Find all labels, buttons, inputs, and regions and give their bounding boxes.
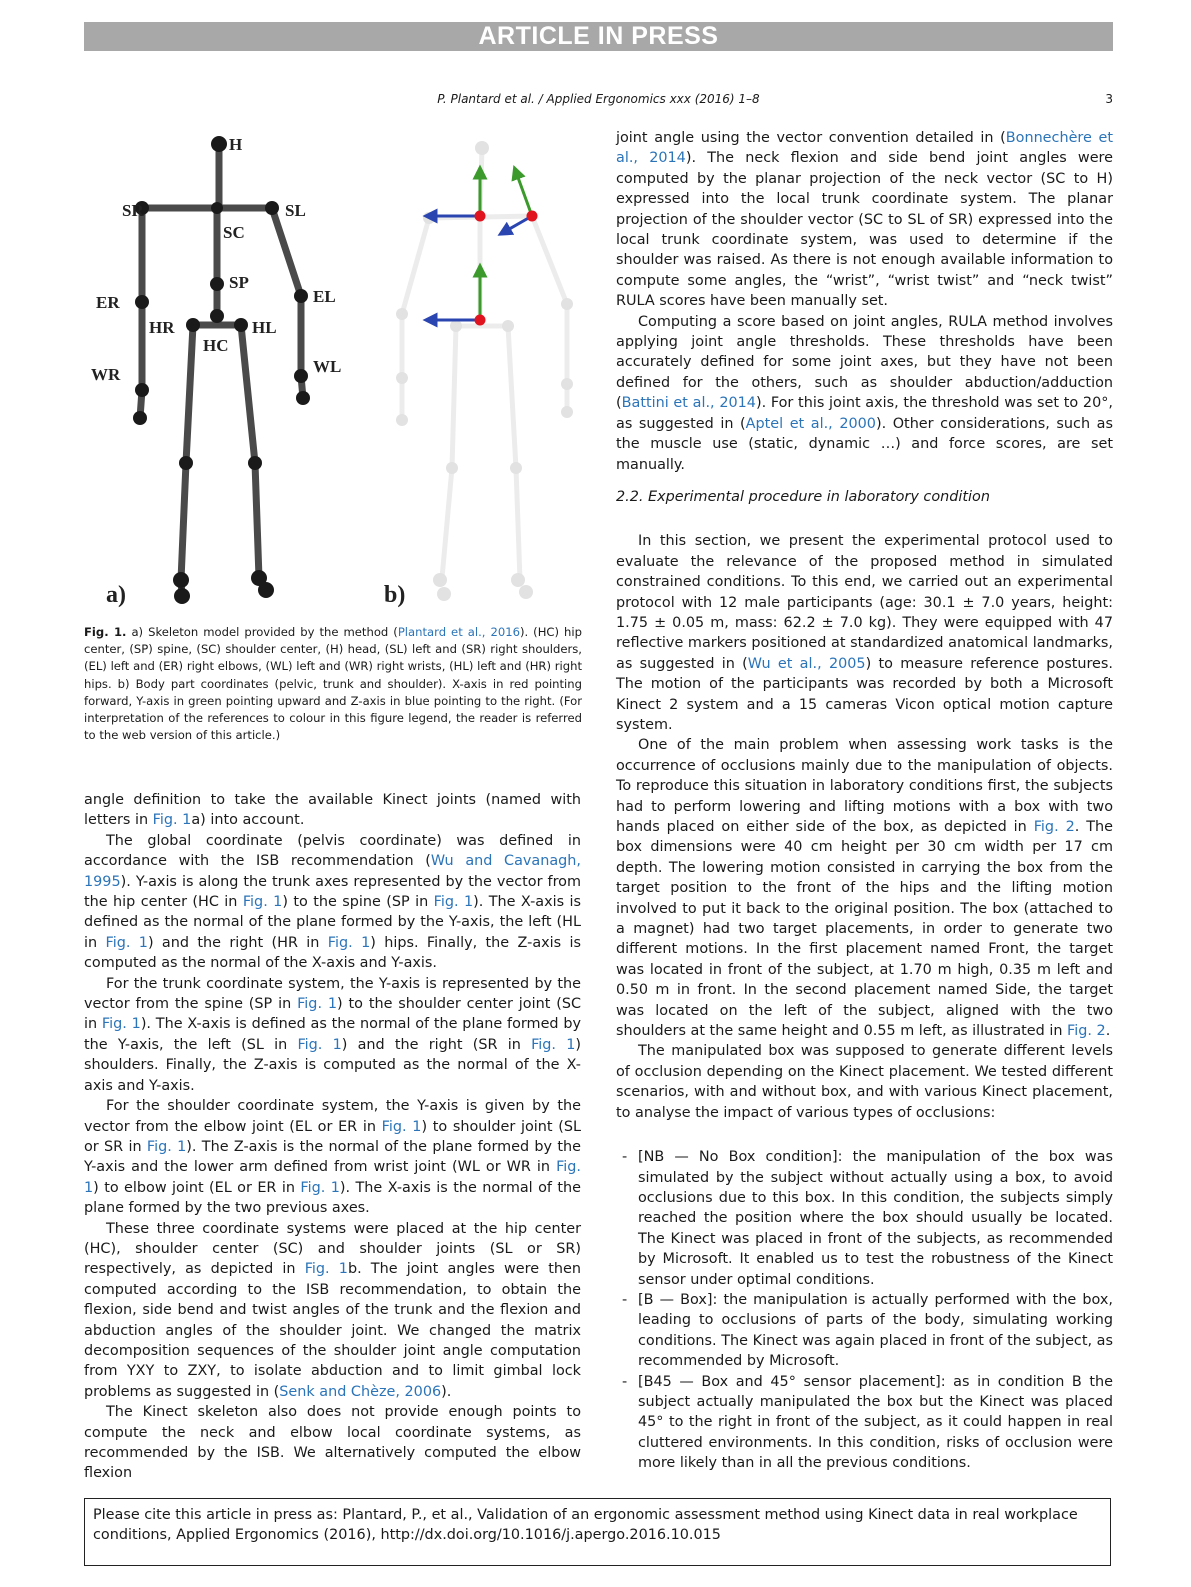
bone-b-thigh-right <box>452 326 456 468</box>
joint-elbow-left <box>294 289 308 303</box>
figure-1 <box>84 128 584 608</box>
label-ER: ER <box>96 293 120 312</box>
ref-link[interactable]: Fig. 1 <box>300 1179 340 1196</box>
joint-foot-right <box>174 588 190 604</box>
ref-link[interactable]: Fig. 1 <box>433 894 474 911</box>
paragraph: angle definition to take the available Kinect joints (named with letters in Fig. 1a) into account. <box>84 792 581 829</box>
joint-ankle-right <box>173 572 189 588</box>
figure-1-caption: Fig. 1. a) Skeleton model provided by the method (Plantard et al., 2016). (HC) hip center, (SP) spine, (SC) shoulder center, (H) head, (SL) left and (SR) right shoulders, (EL) left and (ER) right elbows, (WL) left and (WR) right wrists, (HL) left and (HR) right hips. b) Body part coordinates (pelvic, trunk and shoulder). X-axis in red pointing forward, Y-axis in green pointing upward and Z-axis in blue pointing to the right. (For interpretation of the references to colour in this figure legend, the reader is referred to the web version of this article.) <box>84 625 582 743</box>
ref-link[interactable]: Fig. 1 <box>84 1159 581 1196</box>
joint-wrist-left <box>294 369 308 383</box>
ref-link[interactable]: Fig. 2 <box>1033 819 1075 835</box>
ref-link[interactable]: Fig. 1 <box>242 894 283 911</box>
ref-link[interactable]: Fig. 1 <box>152 812 192 829</box>
panel-a-label: a) <box>106 582 126 608</box>
joint-b-knee-right <box>446 462 458 474</box>
x-axis-trunk-origin <box>475 211 486 222</box>
bone-b-upper-arm-left <box>532 216 567 304</box>
origin-points-b <box>475 211 538 326</box>
joint-b-shoulder-right <box>423 212 435 224</box>
joint-b-wrist-left <box>561 378 573 390</box>
condition-list <box>616 1147 1113 1474</box>
citation-box: Please cite this article in press as: Plantard, P., et al., Validation of an ergonomic assessment method using Kinect data in real workplace conditions, Applied Ergonomics (2016), http://dx.doi.org/10.1016/j.apergo.2016.10.015 <box>84 1498 1111 1566</box>
ref-link[interactable]: Fig. 1 <box>297 996 338 1013</box>
joint-b-foot-right <box>437 587 451 601</box>
joint-spine <box>210 277 224 291</box>
joint-b-ankle-left <box>511 573 525 587</box>
caption-label: Fig. 1. <box>84 625 127 639</box>
paragraph: The global coordinate (pelvis coordinate) was defined in accordance with the ISB recommendation (Wu and Cavanagh, 1995). Y-axis is along the trunk axes represented by the vector from the hip center (HC in Fig. 1) to the spine (SP in Fig. 1). The X-axis is defined as the normal of the plane formed by the Y-axis, the left (HL in Fig. 1) and the right (HR in Fig. 1) hips. Finally, the Z-axis is computed as the normal of the X-axis and Y-axis. <box>84 832 582 972</box>
ref-link[interactable]: Fig. 1 <box>101 1016 141 1033</box>
bone-shin-left <box>255 463 259 578</box>
y-axis-shoulder <box>516 172 532 216</box>
joint-b-hip-left <box>502 320 514 332</box>
label-SR: SR <box>122 201 144 220</box>
bone-thigh-right <box>186 325 193 463</box>
joint-b-head <box>475 141 489 155</box>
paragraph: For the shoulder coordinate system, the Y-axis is given by the vector from the elbow joint (EL or ER in Fig. 1) to shoulder joint (SL or SR in Fig. 1). The Z-axis is the normal of the plane formed by the Y-axis and the lower arm defined from wrist joint (WL or WR in Fig. 1) to elbow joint (EL or ER in Fig. 1). The X-axis is the normal of the plane formed by the two previous axes. <box>84 1098 581 1217</box>
panel-b-label: b) <box>384 582 406 608</box>
page-number: 3 <box>1105 92 1113 106</box>
ref-link[interactable]: Fig. 1 <box>297 1036 342 1053</box>
bone-b-shin-left <box>516 468 520 580</box>
x-axis-shoulder-origin <box>527 211 538 222</box>
label-HC: HC <box>203 336 229 355</box>
label-SP: SP <box>229 273 249 292</box>
joint-hip-left <box>234 318 248 332</box>
paragraph: For the trunk coordinate system, the Y-axis is represented by the vector from the spine (SP in Fig. 1) to the shoulder center joint (SC in Fig. 1). The X-axis is defined as the normal of the plane formed by the Y-axis, the left (SL in Fig. 1) and the right (SR in Fig. 1) shoulders. Finally, the Z-axis is computed as the normal of the X-axis and Y-axis. <box>84 975 582 1094</box>
bone-b-thigh-left <box>508 326 516 468</box>
ref-link[interactable]: Battini et al., 2014 <box>621 395 756 412</box>
joint-knee-left <box>248 456 262 470</box>
ref-link[interactable]: Fig. 1 <box>327 934 371 951</box>
joint-knee-right <box>179 456 193 470</box>
ref-link[interactable]: Fig. 2 <box>1067 1023 1106 1040</box>
list-item: - [NB — No Box condition]: the manipulation of the box was simulated by the subject without actually using a box, to avoid occlusions due to this box. In this condition, the subjects simply reached the position where the box should usually be located. The Kinect was placed in front of the subjects, as recommended by Microsoft. It enabled us to test the robustness of the Kinect sensor under optimal conditions. <box>622 1149 1113 1288</box>
paragraph: In this section, we present the experimental protocol used to evaluate the relevance of the proposed method in simulated constrained conditions. To this end, we carried out an experimental protocol with 12 male participants (age: 30.1 ± 7.0 years, height: 1.75 ± 0.05 m, mass: 62.2 ± 7.0 kg). They were equipped with 47 reflective markers positioned at standardized anatomical landmarks, as suggested in (Wu et al., 2005) to measure reference postures. The motion of the participants was recorded by both a Microsoft Kinect 2 system and a 15 cameras Vicon optical motion capture system. <box>616 533 1113 733</box>
ref-link[interactable]: Fig. 1 <box>146 1138 187 1155</box>
bone-thigh-left <box>241 325 255 463</box>
x-axis-pelvis-origin <box>475 315 486 326</box>
label-HL: HL <box>252 318 277 337</box>
label-SL: SL <box>285 201 306 220</box>
label-HR: HR <box>149 318 175 337</box>
label-H: H <box>229 135 243 154</box>
label-WR: WR <box>91 365 121 384</box>
right-column <box>616 128 1113 1474</box>
ref-link[interactable]: Plantard et al., 2016 <box>397 625 520 639</box>
joint-hip-right <box>186 318 200 332</box>
joint-b-hip-right <box>450 320 462 332</box>
bone-b-shin-right <box>442 468 452 578</box>
ref-link[interactable]: Bonnechère et al., 2014 <box>616 130 1114 167</box>
paragraph: One of the main problem when assessing work tasks is the occurrence of occlusions mainly due to the manipulation of objects. To reproduce this situation in laboratory conditions first, the subjects had to perform lowering and lifting motions with a box with two hands placed on either side of the box, as depicted in Fig. 2. The box dimensions were 40 cm height per 30 cm width per 17 cm depth. The lowering motion consisted in carrying the box from the target position to the front of the hips and the lifting motion involved to put it back to the original position. The box (attached to a magnet) had two target placements, in order to generate two different motions. In the first placement named Front, the target was located in front of the subject, at 1.70 m high, 0.35 m left and 0.50 m in front. In the second placement named Side, the target was located on the left of the subject, aligned with the two shoulders at the same height and 0.55 m left, as illustrated in Fig. 2. <box>616 737 1113 1040</box>
joint-head <box>211 136 227 152</box>
bone-upper-arm-left <box>272 208 301 296</box>
joint-b-wrist-right <box>396 372 408 384</box>
ref-link[interactable]: Fig. 1 <box>105 934 148 951</box>
joint-b-ankle-right <box>433 573 447 587</box>
joint-shoulder-left <box>265 201 279 215</box>
ref-link[interactable]: Fig. 1 <box>304 1261 348 1278</box>
list-item: - [B — Box]: the manipulation is actually performed with the box, leading to occlusions of parts of the body, simulating working conditions. The Kinect was again placed in front of the subject, as recommended by Microsoft. <box>622 1291 1113 1370</box>
joint-b-knee-left <box>510 462 522 474</box>
ref-link[interactable]: Fig. 1 <box>381 1118 422 1135</box>
joint-shoulder-center <box>211 202 223 214</box>
joint-hip-center <box>210 309 224 323</box>
label-WL: WL <box>313 357 342 376</box>
joint-b-hand-left <box>561 406 573 418</box>
list-item: - [B45 — Box and 45° sensor placement]: as in condition B the subject actually manipulated the box but the Kinect was placed 45° to the right in front of the subject, as it could happen in real cluttered environments. In this condition, risks of occlusion were more likely than in all the previous conditions. <box>622 1373 1113 1472</box>
running-head <box>84 92 1113 108</box>
joint-hand-left <box>296 391 310 405</box>
label-EL: EL <box>313 287 336 306</box>
paragraph: Computing a score based on joint angles, RULA method involves applying joint angle thresholds. These thresholds have been accurately defined for some joint axes, but they have not been defined for the others, such as shoulder abduction/adduction (Battini et al., 2014). For this joint axis, the threshold was set to 20°, as suggested in (Aptel et al., 2000). Other considerations, such as the muscle use (static, dynamic …) and force scores, are set manually. <box>616 313 1113 473</box>
paragraph: joint angle using the vector convention detailed in (Bonnechère et al., 2014). The neck flexion and side bend joint angles were computed by the planar projection of the neck vector (SC to H) expressed into the local trunk coordinate system. The planar projection of the shoulder vector (SC to SL of SR) expressed into the local trunk coordinate system, was used to determine if the shoulder was raised. As there is not enough available information to compute some angles, the “wrist”, “wrist twist” and “neck twist” RULA scores have been manually set. <box>616 130 1114 310</box>
ref-link[interactable]: Wu et al., 2005 <box>747 655 866 672</box>
paragraph: These three coordinate systems were placed at the hip center (HC), shoulder center (SC) and shoulder joints (SL or SR) respectively, as depicted in Fig. 1b. The joint angles were then computed according to the ISB recommendation, to obtain the flexion, side bend and twist angles of the trunk and the flexion and abduction angles of the shoulder joint. We changed the matrix decomposition sequences of the shoulder joint angle computation from YXY to ZXY, to isolate abduction and to limit gimbal lock problems as suggested in (Senk and Chèze, 2006). <box>84 1220 581 1400</box>
ref-link[interactable]: Aptel et al., 2000 <box>745 415 876 432</box>
paragraph: The manipulated box was supposed to generate different levels of occlusion depending on the Kinect placement. We tested different scenarios, with and without box, and with various Kinect placement, to analyse the impact of various types of occlusions: <box>616 1043 1113 1121</box>
joint-b-hand-right <box>396 414 408 426</box>
joint-elbow-right <box>135 295 149 309</box>
joints-b <box>396 141 573 601</box>
joint-b-elbow-right <box>396 308 408 320</box>
joint-b-foot-left <box>519 585 533 599</box>
ref-link[interactable]: Senk and Chèze, 2006 <box>279 1383 442 1400</box>
paragraph: The Kinect skeleton also does not provide enough points to compute the neck and elbow local coordinate systems, as recommended by the ISB. We alternatively computed the elbow flexion <box>84 1404 581 1482</box>
joint-foot-left <box>258 582 274 598</box>
journal-citation: P. Plantard et al. / Applied Ergonomics xxx (2016) 1–8 <box>437 92 760 106</box>
joint-hand-right <box>133 411 147 425</box>
bone-b-upper-arm-right <box>402 218 429 314</box>
ref-link[interactable]: Fig. 1 <box>531 1036 576 1053</box>
ref-link[interactable]: Wu and Cavanagh, 1995 <box>84 853 581 890</box>
label-SC: SC <box>223 223 245 242</box>
joint-wrist-right <box>135 383 149 397</box>
bone-shin-right <box>181 463 186 580</box>
figure-1-illustration <box>84 128 584 608</box>
section-heading: 2.2. Experimental procedure in laboratory condition <box>616 488 990 505</box>
article-in-press-banner: ARTICLE IN PRESS <box>84 22 1113 51</box>
left-column <box>84 790 581 1484</box>
joint-b-elbow-left <box>561 298 573 310</box>
